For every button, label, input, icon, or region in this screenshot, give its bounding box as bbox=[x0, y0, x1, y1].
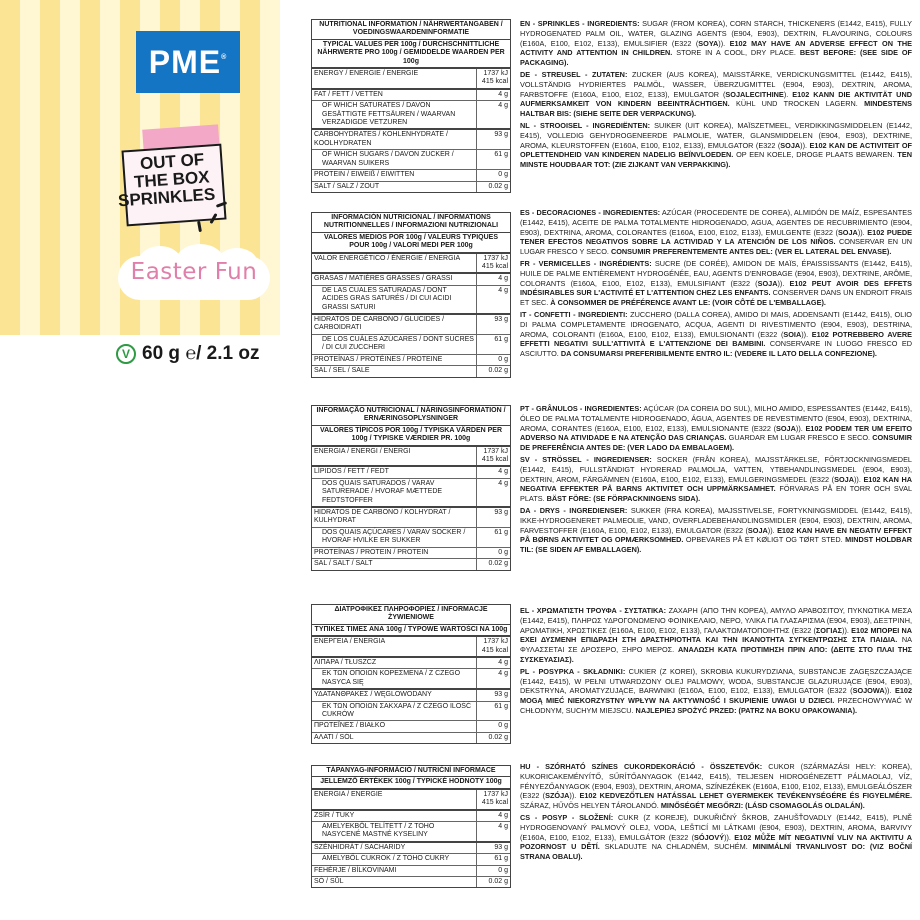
nutrient-value: 0.02 g bbox=[476, 733, 510, 743]
table-row bbox=[312, 822, 510, 843]
nutrient-value: 1737 kJ 415 kcal bbox=[476, 637, 510, 656]
table-row bbox=[312, 366, 510, 376]
nutrient-value: 61 g bbox=[476, 854, 510, 864]
table-row bbox=[312, 150, 510, 170]
nutrient-value: 4 g bbox=[476, 822, 510, 841]
table-row bbox=[312, 335, 510, 355]
ingredient-paragraph: ES - DECORACIONES - INGREDIENTES: AZÚCAR (PROCEDENTE DE COREA), ALMIDÓN DE MAÍZ, ESPESANTES (E1442, E415), ACEITE DE PALMA TOTALMENTE HIDROGENADO, AGUA, AGENTES DE RECUBRIMIENTO (E904, E903), DEXTRINA, AROMA, COLORANTES (E160A, E100, E102, E133), EMULGENTE (E322 (SOJA)). E102 PUEDE TENER EFECTOS NEGATIVOS SOBRE LA ACTIVIDAD Y LA ATENCIÓN DE LOS NIÑOS. CONSERVAR EN UN LUGAR FRESCO Y SECO. CONSUMIR PREFERENTEMENTE ANTES DEL: (VER EL LATERAL DEL ENVASE). bbox=[520, 208, 913, 257]
table-row bbox=[312, 170, 510, 181]
badge-line-3: SPRINKLES bbox=[117, 184, 216, 211]
nutrient-value: 1737 kJ 415 kcal bbox=[476, 69, 510, 88]
table-title: ΔΙΑΤΡΟΦΙΚΕΣ ΠΛΗΡΟΦΟΡΙΕΣ / INFORMACJE ŻYWIENIOWE bbox=[312, 605, 510, 625]
table-row bbox=[312, 69, 510, 90]
table-title: TÁPANYAG-INFORMÁCIÓ / NUTRIČNÍ INFORMACE bbox=[312, 766, 510, 777]
ingredient-group bbox=[520, 19, 912, 172]
nutrition-table bbox=[311, 765, 511, 888]
nutrient-value: 4 g bbox=[476, 101, 510, 128]
nutrient-value: 4 g bbox=[476, 479, 510, 506]
net-weight bbox=[116, 343, 259, 365]
vegetarian-circle-icon: V bbox=[116, 344, 136, 364]
nutrient-label: ΛΙΠΑΡΑ / TŁUSZCZ bbox=[314, 659, 377, 667]
nutrient-label: SZÉNHIDRÁT / SACHARIDY bbox=[314, 843, 406, 851]
table-row bbox=[312, 690, 510, 701]
table-row bbox=[312, 866, 510, 877]
ingredient-paragraph: DE - STREUSEL - ZUTATEN: ZUCKER (AUS KOREA), MAISSTÄRKE, VERDICKUNGSMITTEL (E1442, E415), VOLLSTÄNDIG HYDRIERTES PALMÖL, WASSER, ÜBERZUGMITTEL (E904, E903), DEXTRIN, AROMA, FARBSTOFFE (E160A, E100, E102, E133), EMULGATOR (SOJALECITHINE). E102 KANN DIE AKTIVITÄT UND AUFMERKSAMKEIT VON KINDERN BEEINTRÄCHTIGEN. KÜHL UND TROCKEN LAGERN. MINDESTENS HALTBAR BIS: (SIEHE SEITE DER VERPACKUNG). bbox=[520, 69, 912, 119]
ingredient-paragraph: EL - ΧΡΩΜΑΤΙΣΤΗ ΤΡΟΥΦΑ - ΣΥΣΤΑΤΙΚΑ: ΖΑΧΑΡΗ (ΑΠΟ ΤΗΝ ΚΟΡΕΑ), ΑΜΥΛΟ ΑΡΑΒΟΣΙΤΟΥ, ΠΥΚΝΩΤΙΚΑ ΜΕΣΑ (E1442, E415), ΠΛΗΡΩΣ ΥΔΡΟΓΟΝΩΜΕΝΟ ΦΟΙΝΙΚΕΛΑΙΟ, ΝΕΡΟ, ΥΛΙΚΑ ΓΙΑ ΓΛΑΣΑΡΙΣΜΑ (E904, E903), ΔΕΞΤΡΙΝΗ, ΑΡΩΜΑΤΙΚΗ, ΧΡΩΣΤΙΚΕΣ (E160A, E100, E102, E133), ΓΑΛΑΚΤΩΜΑΤΟΠΟΙΗΤΗΣ (E322 (ΣΟΓΙΑΣ)). E102 ΜΠΟΡΕΙ ΝΑ ΕΧΕΙ ΔΥΣΜΕΝΗ ΕΠΙΔΡΑΣΗ ΣΤΗ ΔΡΑΣΤΗΡΙΟΤΗΤΑ ΚΑΙ ΤΗΝ ΙΚΑΝΟΤΗΤΑ ΣΥΓΚΕΝΤΡΩΣΗΣ ΣΤΑ ΠΑΙΔΙΑ. ΝΑ ΦΥΛΑΣΣΕΤΑΙ ΣΕ ΔΡΟΣΕΡΟ, ΞΗΡΟ ΜΕΡΟΣ. ΑΝΑΛΩΣΗ ΚΑΤΑ ΠΡΟΤΙΜΗΣΗ ΠΡΙΝ ΑΠΟ: (ΔΕΙΤΕ ΣΤΟ ΠΛΑΙ ΤΗΣ ΣΥΣΚΕΥΑΣΙΑΣ). bbox=[520, 606, 913, 664]
table-row bbox=[312, 658, 510, 669]
table-row bbox=[312, 733, 510, 743]
table-row bbox=[312, 254, 510, 275]
nutrient-label: ΥΔΑΤΑΝΘΡΑΚΕΣ / WĘGLOWODANY bbox=[314, 691, 432, 699]
ingredient-paragraph: HU - SZÓRHATÓ SZÍNES CUKORDEKORÁCIÓ - ÖSSZETEVŐK: CUKOR (SZÁRMAZÁSI HELY: KOREA), KUKORICAKEMÉNYÍTŐ, SŰRÍTŐANYAGOK (E1442, E415), TELJESEN HIDROGÉNEZETT PÁLMAOLAJ, VÍZ, FÉNYEZŐANYAGOK (E904, E903), DEXTRIN, AROMA, SZÍNEZÉKEK (E160A, E100, E102, E133), EMULGEÁLÓSZER (E322 (SZÓJA)). E102 KEDVEZŐTLEN HATÁSSAL LEHET GYERMEKEK TEVÉKENYSÉGÉRE ÉS FIGYELMÉRE. SZÁRAZ, HŰVÖS HELYEN TÁROLANDÓ. MINŐSÉGÉT MEGŐRZI: (LÁSD CSOMAGOLÁS OLDALÁN). bbox=[520, 762, 913, 811]
nutrition-table bbox=[311, 405, 511, 571]
nutrient-value: 0 g bbox=[476, 721, 510, 731]
table-title: INFORMAÇÃO NUTRICIONAL / NÄRINGSINFORMATION / ERNÆRINGSOPLYSNINGER bbox=[312, 406, 510, 426]
table-row bbox=[312, 702, 510, 722]
ingredient-paragraph: PL - POSYPKA - SKŁADNIKI: CUKIER (Z KOREI), SKROBIA KUKURYDZIANA, SUBSTANCJE ZAGĘSZCZAJĄCE (E1442, E415), W PEŁNI UTWARDZONY OLEJ PALMOWY, WODA, SUBSTANCJE GLAZURUJĄCE (E904, E903), DEKSTRYNA, AROMATYZUJĄCE, BARWNIKI (E160A, E100, E102, E133), EMULGATOR (E322 (SOJOWA)). E102 MOGĄ MIEĆ NIEKORZYSTNY WPŁYW NA AKTYWNOŚĆ I SKUPIENIE UWAGI U DZIECI. PRZECHOWYWAĆ W CHŁODNYM, SUCHYM MIEJSCU. NAJLEPIEJ SPOŻYĆ PRZED: (PATRZ NA BOKU OPAKOWANIA). bbox=[520, 666, 913, 715]
nutrient-label: AMELYEKBŐL TELÍTETT / Z TOHO NASYCENÉ MASTNÉ KYSELINY bbox=[322, 823, 435, 839]
badge-line-2: THE BOX bbox=[133, 167, 211, 192]
nutrient-label: ΕΚ ΤΩΝ ΟΠΟΙΩΝ ΣΑΚΧΑΡΑ / Z CZEGO ILOŚĆ CUKRÓW bbox=[322, 702, 471, 719]
nutrient-value: 93 g bbox=[476, 508, 510, 527]
table-row bbox=[312, 479, 510, 508]
nutrient-value: 4 g bbox=[476, 90, 510, 100]
table-row bbox=[312, 669, 510, 690]
ingredient-paragraph: EN - SPRINKLES - INGREDIENTS: SUGAR (FROM KOREA), CORN STARCH, THICKENERS (E1442, E415), FULLY HYDROGENATED PALM OIL, WATER, GLAZING AGENTS (E904, E903), DEXTRIN, FLAVOURING, COLOURS (E160A, E100, E102, E133), EMULSIFIER (E322 (SOYA)). E102 MAY HAVE AN ADVERSE EFFECT ON THE ACTIVITY AND ATTENTION IN CHILDREN. STORE IN A COOL, DRY PLACE. BEST BEFORE: (SEE SIDE OF PACKAGING). bbox=[520, 19, 913, 68]
nutrient-value: 0.02 g bbox=[476, 877, 510, 887]
weight-imperial: / 2.1 oz bbox=[196, 343, 260, 364]
nutrient-label: SALT / SALZ / ZOUT bbox=[314, 182, 380, 190]
nutrient-label: AMELYBŐL CUKROK / Z TOHO CUKRY bbox=[322, 855, 450, 863]
nutrient-label: FEHÉRJE / BÍLKOVINAMI bbox=[314, 866, 397, 874]
table-subtitle: VALORES MEDIOS POR 100g / VALEURS TYPIQUES POUR 100g / VALORI MEDI PER 100g bbox=[312, 233, 510, 254]
table-subtitle: TYPICAL VALUES PER 100g / DURCHSCHNITTLICHE NÄHRWERTE PRO 100g / GEMIDDELDE WAARDEN PER 100g bbox=[312, 40, 510, 69]
nutrient-value: 1737 kJ 415 kcal bbox=[476, 790, 510, 809]
pme-logo: PME® bbox=[136, 31, 240, 93]
table-title: NUTRITIONAL INFORMATION / NÄHRWERTANGABEN / VOEDINGSWAARDENINFORMATIE bbox=[312, 20, 510, 40]
table-row bbox=[312, 877, 510, 887]
table-row bbox=[312, 559, 510, 569]
nutrient-label: PROTEÍNAS / PROTÉINES / PROTEINE bbox=[314, 355, 443, 363]
table-row bbox=[312, 90, 510, 101]
nutrient-label: ΕΝΕΡΓΕΙΑ / ENERGIA bbox=[314, 638, 386, 646]
nutrient-label: PROTEIN / EIWEIß / EIWITTEN bbox=[314, 171, 415, 179]
table-row bbox=[312, 355, 510, 366]
table-row bbox=[312, 854, 510, 865]
ingredient-paragraph: IT - CONFETTI - INGREDIENTI: ZUCCHERO (DALLA COREA), AMIDO DI MAIS, ADDENSANTI (E1442, E415), OLIO DI PALMA COMPLETAMENTE IDROGENATO, ACQUA, AGENTI DI RIVESTIMENTO (E904, E903), DESTRINA, AROMA, COLORANTI (E160A, E100, E102, E133), EMULSIONANTI (E322 (SOIA)). E102 POTREBBERO AVERE EFFETTI NEGATIVI SULL'ATTIVITÀ E L'ATTENZIONE DEI BAMBINI. CONSERVARE IN LUOGO FRESCO ED ASCIUTTO. DA CONSUMARSI PREFERIBILMENTE ENTRO IL: (VEDERE IL LATO DELLA CONFEZIONE). bbox=[520, 309, 912, 359]
nutrient-value: 93 g bbox=[476, 690, 510, 700]
ingredient-paragraph: NL - STROOISEL - INGREDIËNTEN: SUIKER (UIT KOREA), MAÏSZETMEEL, VERDIKKINGSMIDDELEN (E1442, E415), VOLLEDIG GEHYDROGENEERDE PALMOLIE, WATER, GLANSMIDDELEN (E904, E903), DEXTRINE, AROMA, KLEURSTOFFEN (E160A, E100, E102, E133), EMULGATOR (E322 (SOJA)). E102 KAN DE ACTIVITEIT OF OPLETTENDHEID VAN KINDEREN NADELIG BEÏNVLOEDEN. OP EEN KOELE, DROGE PLAATS BEWAREN. TEN MINSTE HOUDBAAR TOT: (ZIE ZIJKANT VAN VERPAKKING). bbox=[520, 120, 913, 170]
table-row bbox=[312, 790, 510, 811]
sprinkle-dash-icon bbox=[197, 221, 202, 232]
nutrient-label: ZSÍR / TUKY bbox=[314, 811, 355, 819]
table-subtitle: ΤΥΠΙΚΕΣ ΤΙΜΕΣ ΑΝΑ 100g / TYPOWE WARTOŚCI NA 100g bbox=[312, 625, 510, 637]
nutrient-label: SAL / SALT / SALT bbox=[314, 560, 373, 568]
nutrient-value: 0.02 g bbox=[476, 182, 510, 192]
nutrient-value: 93 g bbox=[476, 315, 510, 334]
table-row bbox=[312, 548, 510, 559]
nutrient-label: OF WHICH SATURATES / DAVON GESÄTTIGTE FETTSÄUREN / WAARVAN VERZADIGDE VETZUREN bbox=[322, 102, 456, 127]
nutrient-label: OF WHICH SUGARS / DAVON ZUCKER / WAARVAN SUIKERS bbox=[322, 151, 454, 167]
nutrient-label: ENERGIA / ENERGI / ENERGI bbox=[314, 447, 411, 455]
table-row bbox=[312, 508, 510, 528]
nutrient-value: 61 g bbox=[476, 335, 510, 354]
nutrient-label: HIDRATOS DE CARBONO / GLUCIDES / CARBOIDRATI bbox=[314, 316, 445, 332]
nutrient-label: SAL / SEL / SALE bbox=[314, 367, 370, 375]
nutrient-value: 0 g bbox=[476, 548, 510, 558]
table-row bbox=[312, 274, 510, 285]
weight-metric: 60 g bbox=[142, 343, 181, 364]
nutrient-label: DOS QUAIS AÇÚCARES / VARAV SOCKER / HVORAF HVILKE ER SUKKER bbox=[322, 528, 466, 545]
ingredient-group bbox=[520, 208, 912, 361]
nutrient-value: 0.02 g bbox=[476, 366, 510, 376]
table-row bbox=[312, 721, 510, 732]
ingredient-group bbox=[520, 606, 912, 718]
table-row bbox=[312, 286, 510, 315]
nutrient-value: 0 g bbox=[476, 866, 510, 876]
nutrient-label: ENERGY / ENERGIE / ENERGIE bbox=[314, 70, 419, 78]
nutrient-value: 1737 kJ 415 kcal bbox=[476, 447, 510, 466]
table-title: INFORMACIÓN NUTRICIONAL / INFORMATIONS NUTRITIONNELLES / INFORMAZIONI NUTRIZIONALI bbox=[312, 213, 510, 233]
nutrient-value: 61 g bbox=[476, 150, 510, 169]
table-row bbox=[312, 637, 510, 658]
nutrient-value: 4 g bbox=[476, 286, 510, 313]
table-row bbox=[312, 101, 510, 130]
ingredient-paragraph: CS - POSYP - SLOŽENÍ: CUKR (Z KOREJE), DUKUŘIČNÝ ŠKROB, ZAHUŠŤOVADLY (E1442, E415), PLNĚ HYDROGENOVANÝ PALMOVÝ OLEJ, VODA, LEŠTICÍ MI LÁTKAMI (E904, E903), DEXTRIN, AROMA, BARVIVY (E160A, E100, E102, E133), EMULGÁTOR (E322 (SÓJOVÝ)). E102 MŮŽE MÍT NEGATIVNÍ VLIV NA AKTIVITU A POZORNOST U DĚTÍ. SKLADUJTE NA CHLADNÉM, SUCHÉM. MINIMÁLNÍ TRVANLIVOST DO: (VIZ BOČNÍ STRANA OBALU). bbox=[520, 812, 913, 862]
ingredient-group bbox=[520, 762, 912, 864]
nutrient-label: ENERGIA / ENERGIE bbox=[314, 790, 383, 798]
nutrient-value: 61 g bbox=[476, 528, 510, 547]
ingredient-group bbox=[520, 404, 912, 557]
nutrient-label: DOS QUAIS SATURADOS / VARAV SATURERADE / HVORAF MÆTTEDE FEDTSTOFFER bbox=[322, 479, 443, 504]
table-subtitle: VALORES TÍPICOS POR 100g / TYPISKA VÄRDEN PER 100g / TYPISKE VÆRDIER PR. 100g bbox=[312, 426, 510, 447]
nutrient-label: ΕΚ ΤΩΝ ΟΠΟΙΩΝ ΚΟΡΕΣΜΕΝΑ / Z CZEGO NASYCA SIĘ bbox=[322, 670, 461, 686]
ingredient-paragraph: DA - DRYS - INGREDIENSER: SUKKER (FRA KOREA), MAJSSTIVELSE, FORTYKNINGSMIDDEL (E1442, E415), IKKE-HYDROGENERET PALMEOLIE, VAND, OVERFLADEBEHANDLINGSMIDLER (E904, E903), DEXTRIN, AROMA, FARVESTOFFER (E160A, E100, E102, E133), EMULGATOR (E322 (SOJA)). E102 KAN HAVE EN NEGATIV EFFEKT PÅ BØRNS AKTIVITET OG OPMÆRKSOMHED. OPBEVARES PÅ ET KØLIGT OG TØRT STED. MINDST HOLDBAR TIL: (SE SIDEN AF EMBALLAGEN). bbox=[520, 505, 912, 555]
nutrition-table bbox=[311, 212, 511, 378]
nutrient-value: 4 g bbox=[476, 658, 510, 668]
table-row bbox=[312, 843, 510, 854]
nutrient-label: CARBOHYDRATES / KOHLENHYDRATE / KOOLHYDRATEN bbox=[314, 131, 448, 147]
table-row bbox=[312, 467, 510, 478]
nutrient-label: SÓ / SŮL bbox=[314, 878, 344, 886]
nutrient-value: 93 g bbox=[476, 843, 510, 853]
table-row bbox=[312, 811, 510, 822]
nutrient-value: 0 g bbox=[476, 170, 510, 180]
table-row bbox=[312, 182, 510, 192]
nutrient-value: 4 g bbox=[476, 467, 510, 477]
table-row bbox=[312, 528, 510, 548]
nutrient-label: GRASAS / MATIÈRES GRASSES / GRASSI bbox=[314, 275, 453, 283]
nutrient-value: 4 g bbox=[476, 669, 510, 688]
badge-line-1: OUT OF bbox=[139, 149, 205, 174]
ingredient-paragraph: PT - GRÂNULOS - INGREDIENTES: AÇÚCAR (DA COREIA DO SUL), MILHO AMIDO, ESPESSANTES (E1442, E415), ÓLEO DE PALMA TOTALMENTE HIDROGENADO, ÁGUA, AGENTES DE REVESTIMENTO (E904, E903), DEXTRINA, AROMA, CORANTES (E160A, E100, E102, E133), EMULSIONANTE (E322 (SOJA)). E102 PODEM TER UM EFEITO ADVERSO NA ATIVIDADE E NA ATENÇÃO DAS CRIANÇAS. GUARDAR EM LUGAR FRESCO E SECO. CONSUMIR DE PREFERÊNCIA ANTES DE: (VER LADO DA EMBALAGEM). bbox=[520, 404, 913, 453]
nutrient-value: 0.02 g bbox=[476, 559, 510, 569]
table-row bbox=[312, 315, 510, 335]
nutrition-table bbox=[311, 604, 511, 744]
nutrient-value: 61 g bbox=[476, 702, 510, 721]
table-subtitle: JELLEMZŐ ÉRTÉKEK 100g / TYPICKÉ HODNOTY 100g bbox=[312, 777, 510, 789]
nutrient-label: VALOR ENERGÉTICO / ÉNERGIE / ENERGIA bbox=[314, 254, 461, 262]
variant-name: Easter Fun bbox=[130, 259, 258, 285]
ingredient-paragraph: FR - VERMICELLES - INGRÉDIENTS: SUCRE (DE CORÉE), AMIDON DE MAÏS, ÉPAISSISSANTS (E1442, E415), HUILE DE PALME ENTIÈREMENT HYDROGÉNÉE, EAU, AGENTS D'ENROBAGE (E904, E903), DEXTRINE, ARÔME, COLORANTS (E160A, E100, E102, E133), EMULSIFIANT (E322 (SOJA)). E102 PEUT AVOIR DES EFFETS INDÉSIRABLES SUR L'ACTIVITÉ ET L'ATTENTION CHEZ LES ENFANTS. CONSERVER DANS UN ENDROIT FRAIS ET SEC. À CONSOMMER DE PRÉFÉRENCE AVANT LE: (VOIR CÔTÉ DE L'EMBALLAGE). bbox=[520, 258, 913, 308]
nutrient-label: ΑΛΑΤΙ / SÓL bbox=[314, 733, 354, 741]
nutrient-label: FAT / FETT / VETTEN bbox=[314, 90, 383, 98]
out-of-the-box-badge bbox=[114, 127, 224, 235]
table-row bbox=[312, 447, 510, 468]
nutrient-label: DE LAS CUALES SATURADAS / DONT ACIDES GRAS SATURÉS / DI CUI ACIDI GRASSI SATURI bbox=[322, 286, 452, 311]
nutrient-value: 4 g bbox=[476, 811, 510, 821]
nutrient-value: 4 g bbox=[476, 274, 510, 284]
nutrient-label: DE LOS CUÁLES AZÚCARES / DONT SUCRES / DI CUI ZUCCHERI bbox=[322, 335, 474, 352]
ingredient-paragraph: SV - STRÖSSEL - INGREDIENSER: SOCKER (FRÅN KOREA), MAJSSTÄRKELSE, FÖRTJOCKNINGSMEDEL (E1442, E415), FULLSTÄNDIGT HYDRERAD PALMOLJA, VATTEN, YTBEHANDLINGSMEDEL (E904, E903), DEXTRIN, AROM, FÄRGÄMNEN (E160A, E100, E102, E133), EMULGERINGSMEDEL (E322 (SOJA)). E102 KAN HA NEGATIVA EFFEKTER PÅ BARNS AKTIVITET OCH UPPMÄRKSAMHET. FÖRVARAS PÅ EN TORR OCH SVAL PLATS. BÄST FÖRE: (SE FÖRPACKNINGENS SIDA). bbox=[520, 454, 912, 504]
nutrient-value: 0 g bbox=[476, 355, 510, 365]
nutrition-table bbox=[311, 19, 511, 193]
nutrient-label: ΠΡΩΤΕΪΝΕΣ / BIAŁKO bbox=[314, 722, 386, 730]
nutrient-value: 93 g bbox=[476, 130, 510, 149]
estimated-e-icon: ℮ bbox=[185, 343, 197, 363]
nutrient-label: HIDRATOS DE CARBONO / KOLHYDRAT / KULHYDRAT bbox=[314, 509, 451, 525]
product-label-panel bbox=[0, 0, 280, 335]
table-row bbox=[312, 130, 510, 150]
nutrient-label: LÍPIDOS / FETT / FEDT bbox=[314, 468, 389, 476]
nutrient-label: PROTEÍNAS / PROTEIN / PROTEIN bbox=[314, 548, 429, 556]
nutrient-value: 1737 kJ 415 kcal bbox=[476, 254, 510, 273]
